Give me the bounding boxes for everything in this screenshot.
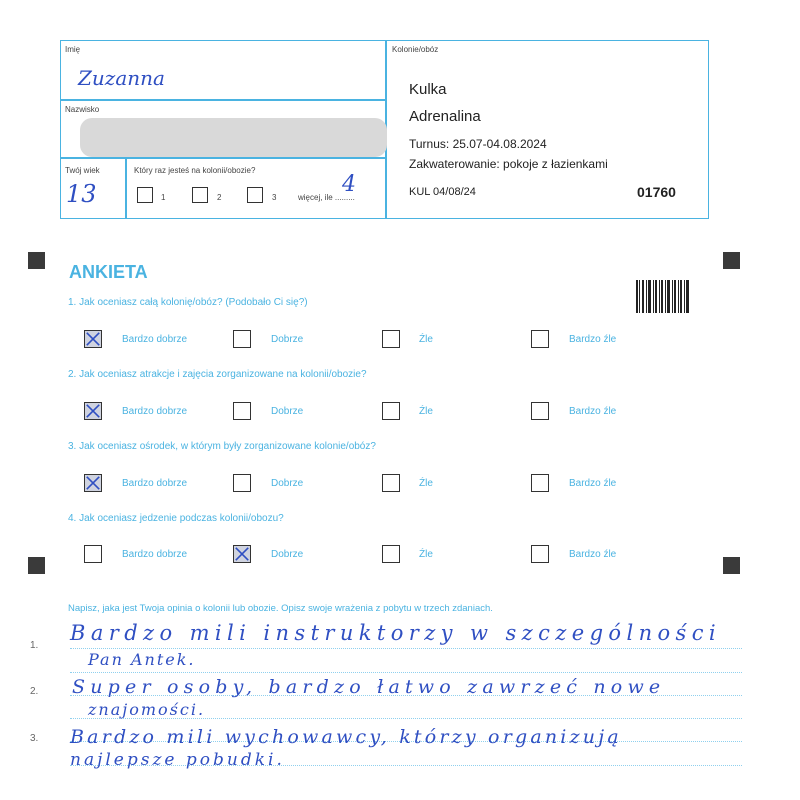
camp-name: Kulka xyxy=(409,81,447,98)
turnus: Turnus: 25.07-04.08.2024 xyxy=(409,137,547,151)
barcode-icon xyxy=(636,280,691,313)
q1-checkbox-4[interactable] xyxy=(531,330,549,348)
q2-checkbox-4[interactable] xyxy=(531,402,549,420)
question-4-text: 4. Jak oceniasz jedzenie podczas kolonii/obozu? xyxy=(68,513,284,524)
q1-checkbox-1[interactable] xyxy=(84,330,102,348)
checkmark-x-icon xyxy=(234,546,250,562)
line-number-3: 3. xyxy=(30,733,39,744)
registration-mark xyxy=(723,252,740,269)
first-name-label: Imię xyxy=(65,45,81,54)
opinion-line-3: Super osoby, bardzo łatwo zawrzeć nowe xyxy=(72,676,666,698)
age-value: 13 xyxy=(66,180,97,208)
visit-checkbox-2[interactable] xyxy=(192,187,208,203)
checkmark-x-icon xyxy=(85,475,101,491)
visits-more-value: 4 xyxy=(342,172,356,197)
q3-checkbox-3[interactable] xyxy=(382,474,400,492)
q3-checkbox-4[interactable] xyxy=(531,474,549,492)
registration-mark xyxy=(723,557,740,574)
q4-checkbox-1[interactable] xyxy=(84,545,102,563)
q1-option-label: Źle xyxy=(419,334,433,345)
question-3-text: 3. Jak oceniasz ośrodek, w którym były zorganizowane kolonie/obóz? xyxy=(68,441,376,452)
q3-option-label: Bardzo dobrze xyxy=(122,478,188,489)
name-divider xyxy=(60,99,385,101)
q1-option-label: Bardzo źle xyxy=(569,334,617,345)
q1-option-label: Dobrze xyxy=(271,334,304,345)
q3-checkbox-2[interactable] xyxy=(233,474,251,492)
camp-label: Kolonie/obóz xyxy=(392,45,439,54)
visit-checkbox-1[interactable] xyxy=(137,187,153,203)
checkmark-x-icon xyxy=(85,331,101,347)
q1-checkbox-2[interactable] xyxy=(233,330,251,348)
q2-option-label: Dobrze xyxy=(271,406,304,417)
checkmark-x-icon xyxy=(85,403,101,419)
q2-option-label: Bardzo źle xyxy=(569,406,617,417)
question-1-text: 1. Jak oceniasz całą kolonię/obóz? (Podobało Ci się?) xyxy=(68,297,308,308)
q2-checkbox-2[interactable] xyxy=(233,402,251,420)
first-name-value: Zuzanna xyxy=(78,66,165,90)
opinion-prompt: Napisz, jaka jest Twoja opinia o kolonii lub obozie. Opisz swoje wrażenia z pobytu w trzech zdaniach. xyxy=(68,603,493,614)
q2-option-label: Źle xyxy=(419,406,433,417)
lastname-divider xyxy=(60,157,385,159)
opinion-line-6: najlepsze pobudki. xyxy=(70,750,285,770)
q3-option-label: Dobrze xyxy=(271,478,304,489)
age-label: Twój wiek xyxy=(65,166,100,175)
opinion-line-1: Bardzo mili instruktorzy w szczególności xyxy=(70,621,721,645)
q4-option-label: Bardzo dobrze xyxy=(122,549,188,560)
q1-option-label: Bardzo dobrze xyxy=(122,334,188,345)
q2-checkbox-1[interactable] xyxy=(84,402,102,420)
opinion-line-4: znajomości. xyxy=(88,700,206,719)
zakwaterowanie: Zakwaterowanie: pokoje z łazienkami xyxy=(409,157,608,171)
q2-option-label: Bardzo dobrze xyxy=(122,406,188,417)
q4-option-label: Źle xyxy=(419,549,433,560)
line-number-1: 1. xyxy=(30,640,39,651)
question-2-text: 2. Jak oceniasz atrakcje i zajęcia zorganizowane na kolonii/obozie? xyxy=(68,369,367,380)
registration-mark xyxy=(28,557,45,574)
visits-more-label: więcej, ile ......... xyxy=(298,193,355,202)
visit-option-3: 3 xyxy=(272,193,277,202)
registration-mark xyxy=(28,252,45,269)
q4-checkbox-3[interactable] xyxy=(382,545,400,563)
q4-option-label: Bardzo źle xyxy=(569,549,617,560)
visit-option-2: 2 xyxy=(217,193,222,202)
q4-checkbox-4[interactable] xyxy=(531,545,549,563)
visit-checkbox-3[interactable] xyxy=(247,187,263,203)
redacted-last-name xyxy=(80,118,387,157)
camp-type: Adrenalina xyxy=(409,108,481,125)
q1-checkbox-3[interactable] xyxy=(382,330,400,348)
survey-title: ANKIETA xyxy=(69,262,148,282)
dotted-line xyxy=(70,648,742,649)
dotted-line xyxy=(70,672,742,673)
q3-option-label: Źle xyxy=(419,478,433,489)
line-number-2: 2. xyxy=(30,686,39,697)
age-divider xyxy=(125,157,127,219)
visits-label: Który raz jesteś na kolonii/obozie? xyxy=(134,166,256,175)
opinion-line-2: Pan Antek. xyxy=(88,650,196,669)
form-number: 01760 xyxy=(637,184,676,200)
q3-checkbox-1[interactable] xyxy=(84,474,102,492)
opinion-line-5: Bardzo mili wychowawcy, którzy organizują xyxy=(70,726,622,748)
camp-code: KUL 04/08/24 xyxy=(409,186,476,198)
q4-option-label: Dobrze xyxy=(271,549,304,560)
last-name-label: Nazwisko xyxy=(65,105,100,114)
q3-option-label: Bardzo źle xyxy=(569,478,617,489)
visit-option-1: 1 xyxy=(161,193,166,202)
q2-checkbox-3[interactable] xyxy=(382,402,400,420)
q4-checkbox-2[interactable] xyxy=(233,545,251,563)
